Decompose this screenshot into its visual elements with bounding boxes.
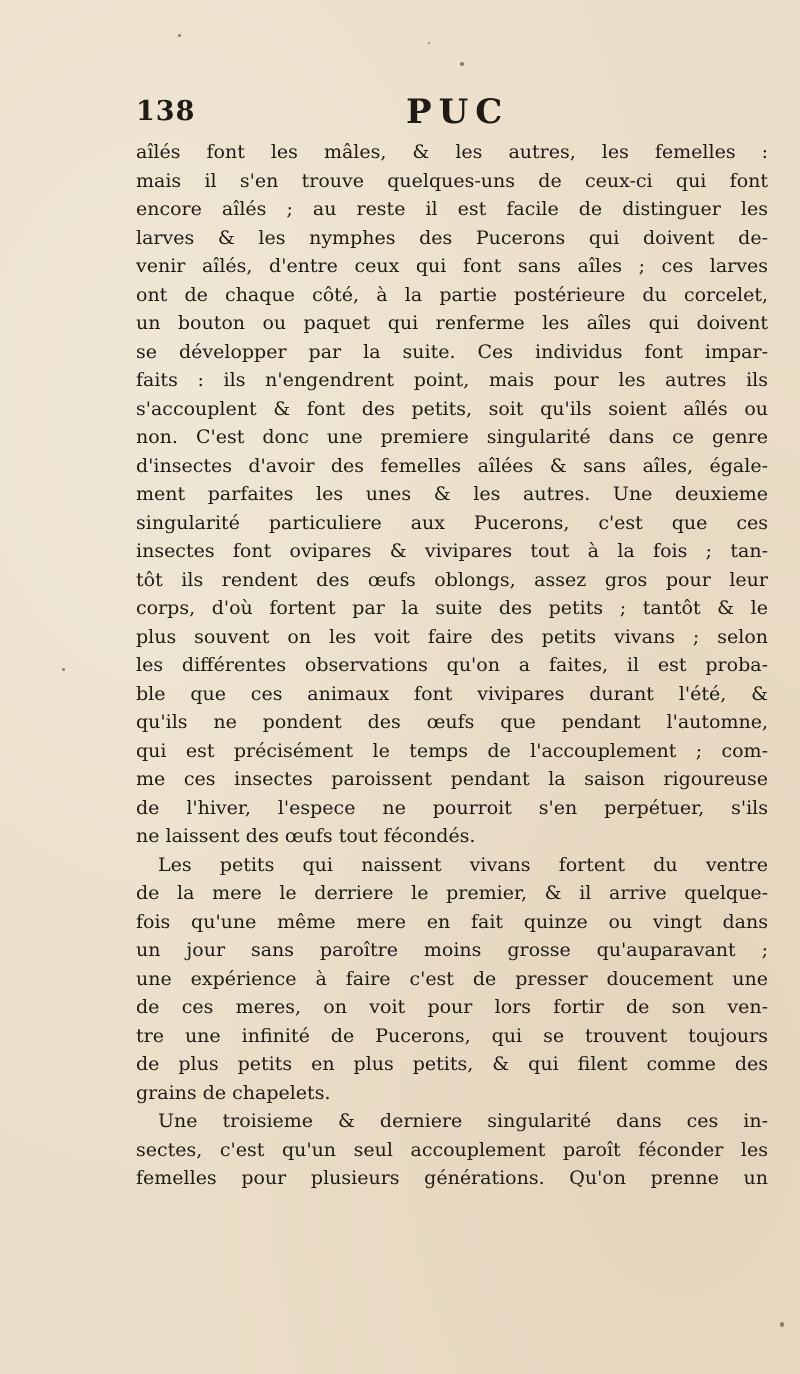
text-line: qui est précisément le temps de l'accouplement ; com- (136, 739, 768, 762)
text-line: se développer par la suite. Ces individus font impar- (136, 340, 768, 363)
text-line: insectes font ovipares & vivipares tout à la fois ; tan- (136, 540, 768, 562)
text-line: qu'ils ne pondent des œufs que pendant l'automne, (136, 711, 768, 733)
text-line: ble que ces animaux font vivipares durant l'été, & (136, 682, 768, 705)
text-line: femelles pour plusieurs générations. Qu'on prenne un (136, 1167, 768, 1189)
text-line: mais il s'en trouve quelques-uns de ceux-ci qui font (136, 169, 768, 192)
ink-speck (428, 42, 430, 44)
text-line: venir aîlés, d'entre ceux qui font sans aîles ; ces larves (136, 255, 768, 277)
page-number: 138 (136, 96, 196, 127)
text-line: aîlés font les mâles, & les autres, les femelles : (136, 141, 768, 163)
text-line: de plus petits en plus petits, & qui filent comme des (136, 1053, 768, 1075)
text-line: encore aîlés ; au reste il est facile de distinguer les (136, 198, 768, 220)
text-line: d'insectes d'avoir des femelles aîlées & sans aîles, égale- (136, 454, 768, 477)
text-line: de la mere le derriere le premier, & il arrive quelque- (136, 882, 768, 904)
text-line: ne laissent des œufs tout fécondés. (136, 825, 476, 847)
text-line: plus souvent on les voit faire des petits vivans ; selon (136, 625, 768, 648)
text-line: ont de chaque côté, à la partie postérieure du corcelet, (136, 283, 768, 306)
text-line: faits : ils n'engendrent point, mais pour les autres ils (136, 369, 768, 391)
text-line: ment parfaites les unes & les autres. Une deuxieme (136, 483, 768, 505)
body-text (136, 138, 768, 1193)
text-line: me ces insectes paroissent pendant la saison rigoureuse (136, 768, 768, 790)
text-line: un jour sans paroître moins grosse qu'auparavant ; (136, 939, 768, 961)
text-line: les différentes observations qu'on a faites, il est proba- (136, 654, 768, 676)
text-line: grains de chapelets. (136, 1081, 331, 1104)
ink-speck (780, 1322, 784, 1327)
ink-speck (62, 668, 65, 671)
page-header (136, 92, 776, 136)
text-line: larves & les nymphes des Pucerons qui doivent de- (136, 226, 768, 249)
text-line: singularité particuliere aux Pucerons, c'est que ces (136, 511, 768, 534)
ink-speck (460, 62, 464, 66)
text-line: corps, d'où fortent par la suite des petits ; tantôt & le (136, 597, 768, 619)
text-line: de ces meres, on voit pour lors fortir de son ven- (136, 996, 768, 1018)
text-line: non. C'est donc une premiere singularité dans ce genre (136, 426, 768, 448)
text-line: s'accouplent & font des petits, soit qu'ils soient aîlés ou (136, 397, 768, 420)
text-line: Une troisieme & derniere singularité dans ces in- (158, 1110, 768, 1132)
text-line: fois qu'une même mere en fait quinze ou vingt dans (136, 910, 768, 933)
text-line: une expérience à faire c'est de presser doucement une (136, 967, 768, 990)
text-line: tre une infinité de Pucerons, qui se trouvent toujours (136, 1024, 768, 1047)
text-line: Les petits qui naissent vivans fortent du ventre (158, 853, 768, 876)
ink-speck (178, 34, 181, 37)
running-head: PUC (406, 92, 510, 132)
text-line: de l'hiver, l'espece ne pourroit s'en perpétuer, s'ils (136, 796, 768, 819)
text-line: tôt ils rendent des œufs oblongs, assez gros pour leur (136, 568, 768, 591)
text-line: un bouton ou paquet qui renferme les aîles qui doivent (136, 312, 768, 334)
text-line: sectes, c'est qu'un seul accouplement paroît féconder les (136, 1138, 768, 1161)
